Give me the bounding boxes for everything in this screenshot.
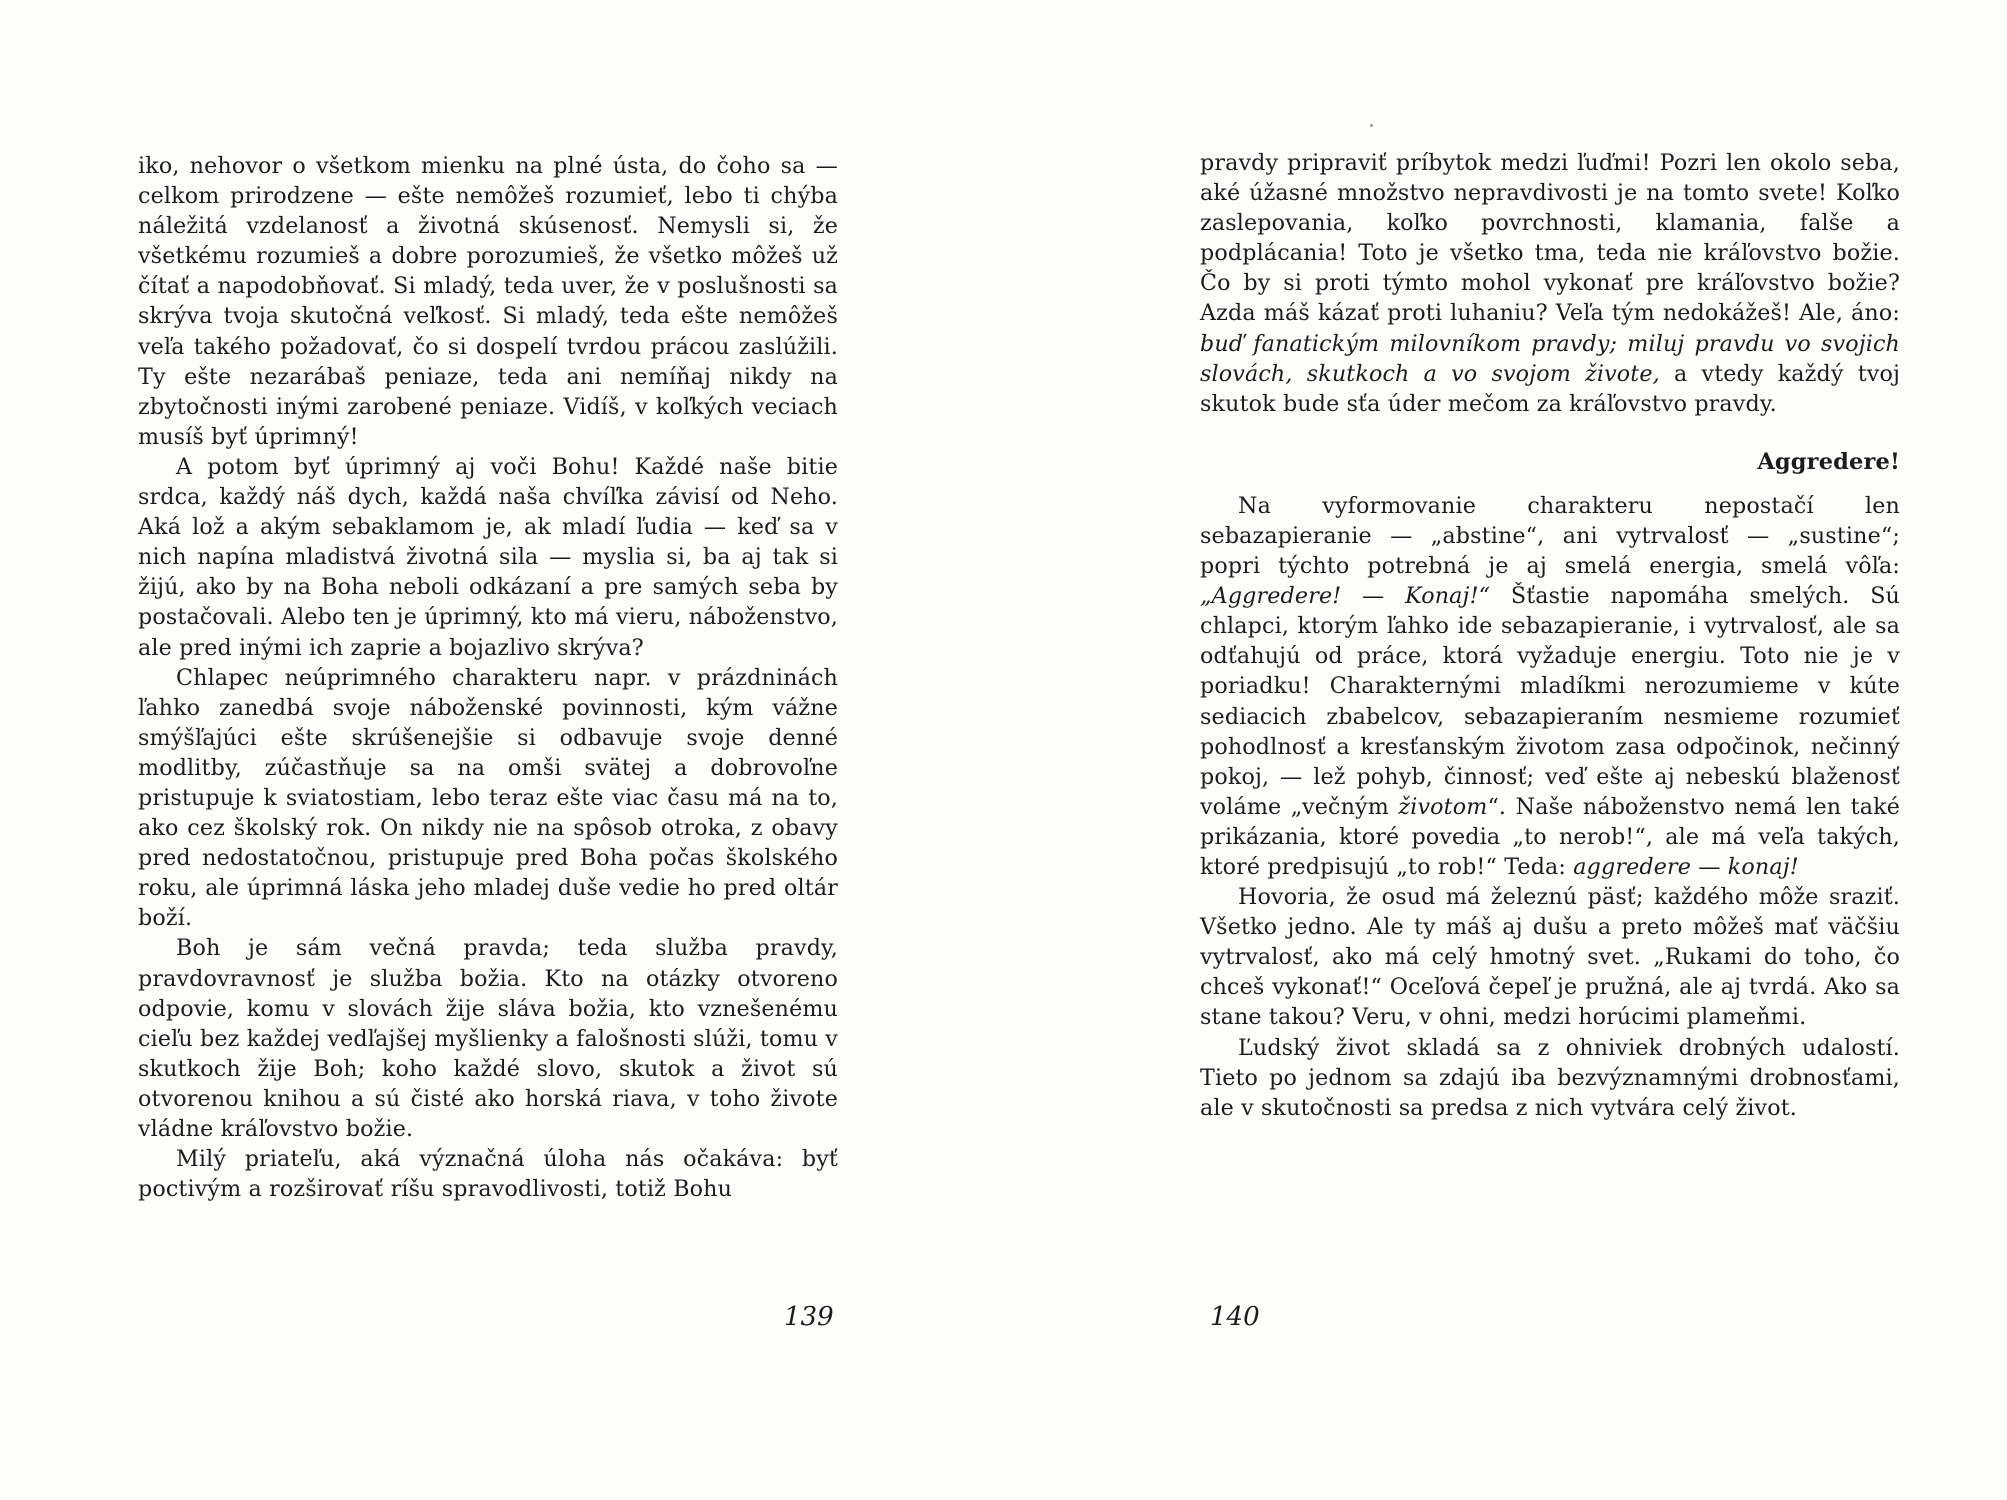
right-p2-text-a: Na vyformovanie charakteru nepostačí len sebazapieranie — „abstine“, ani vytrvalosť — „sustine“; popri týchto potrebná je aj smelá energia, smelá vôľa: (1200, 492, 1900, 580)
section-heading: Aggredere! (1757, 448, 1900, 475)
right-p2-italic-b: „Aggredere! — Konaj!“ (1200, 583, 1491, 610)
left-paragraph-4: Boh je sám večná pravda; teda služba pravdy, pravdovravnosť je služba božia. Kto na otázky otvoreno odpovie, komu v slovách žije sláva božia, kto vznešenému cieľu bez každej vedľajšej myšlienky a falošnosti slúži, tomu v skutkoch žije Boh; koho každé slovo, skutok a život sú otvorenou knihou a sú čisté ako horská riava, v toho živote vládne kráľovstvo božie. (138, 935, 838, 1142)
paper-speck (1370, 124, 1373, 127)
right-p2-italic-d: životom (1398, 793, 1488, 820)
right-p2-italic-f: aggredere — konaj! (1573, 853, 1799, 880)
left-text-column (138, 151, 838, 1204)
left-paragraph-5: Milý priateľu, aká význačná úloha nás očakáva: byť poctivým a rozširovať ríšu spravodlivosti, totiž Bohu (138, 1146, 838, 1203)
right-p1-text-a: pravdy pripraviť príbytok medzi ľuďmi! Pozri len okolo seba, aké úžasné množstvo nepravdivosti je na tomto svete! Koľko zaslepovania, koľko povrchnosti, klamania, falše a podplácania! Toto je všetko tma, teda nie kráľovstvo božie. Čo by si proti týmto mohol vykonať pre kráľovstvo božie? Azda máš kázať proti luhaniu? Veľa tým nedokážeš! Ale, áno: (1200, 150, 1900, 327)
right-p1-text-c: a vtedy každý tvoj skutok bude sťa úder mečom za kráľovstvo pravdy. (1200, 360, 1900, 417)
right-paragraph-4: Ľudský život skladá sa z ohniviek drobných udalostí. Tieto po jednom sa zdajú iba bezvýznamnými drobnosťami, ale v skutočnosti sa predsa z nich vytvára celý život. (1200, 1034, 1900, 1121)
left-page-number: 139 (784, 1302, 834, 1332)
right-paragraph-3: Hovoria, že osud má železnú päsť; každého môže sraziť. Všetko jedno. Ale ty máš aj dušu a preto môžeš mať väčšiu vytrvalosť, ako má celý hmotný svet. „Rukami do toho, čo chceš vykonať!“ Oceľová čepeľ je pružná, ale aj tvrdá. Ako sa stane takou? Veru, v ohni, medzi horúcimi plameňmi. (1200, 884, 1900, 1031)
right-paragraph-2 (1200, 491, 1900, 882)
right-paragraph-1 (1200, 148, 1900, 419)
right-p2-text-c: Šťastie napomáha smelých. Sú chlapci, ktorým ľahko ide sebazapieranie, i vytrvalosť, ale sa odťahujú od práce, ktorá vyžaduje energiu. Toto nie je v poriadku! Charakternými mladíkmi nerozumieme v kúte sediacich zbabelcov, sebazapieraním nesmieme rozumieť pohodlnosť a kresťanským životom zasa odpočinok, nečinný pokoj, — lež pohyb, činnosť; veď ešte aj nebeskú blaženosť voláme „večným (1200, 583, 1900, 820)
right-p2-text-e: “. Naše náboženstvo nemá len také prikázania, ktoré povedia „to nerob!“, ale má veľa takých, ktoré predpisujú „to rob!“ Teda: (1200, 793, 1900, 880)
left-paragraph-1: iko, nehovor o všetkom mienku na plné ústa, do čoho sa — celkom prirodzene — ešte nemôžeš rozumieť, lebo ti chýba náležitá vzdelanosť a životná skúsenosť. Nemysli si, že všetkému rozumieš a dobre porozumieš, že všetko môžeš už čítať a napodobňovať. Si mladý, teda uver, že v poslušnosti sa skrýva tvoja skutočná veľkosť. Si mladý, teda ešte nemôžeš veľa takého požadovať, čo si dospelí tvrdou prácou zaslúžili. Ty ešte nezarábaš peniaze, teda ani nemíňaj nikdy na zbytočnosti inými zarobené peniaze. Vidíš, v koľkých veciach musíš byť úprimný! (138, 153, 838, 450)
right-page-number: 140 (1210, 1302, 1260, 1332)
left-page (0, 0, 1003, 1500)
left-paragraph-2: A potom byť úprimný aj voči Bohu! Každé naše bitie srdca, každý náš dych, každá naša chvíľka závisí od Neho. Aká lož a akým sebaklamom je, ak mladí ľudia — keď sa v nich napína mladistvá životná sila — myslia si, ba aj tak si žijú, ako by na Boha neboli odkázaní a pre samých seba by postačovali. Alebo ten je úprimný, kto má vieru, náboženstvo, ale pred inými ich zaprie a bojazlivo skrýva? (138, 453, 838, 661)
right-p1-italic: buď fanatickým milovníkom pravdy; miluj pravdu vo svojich slovách, skutkoch a vo svojom živote, (1200, 330, 1900, 387)
left-paragraph-3: Chlapec neúprimného charakteru napr. v prázdninách ľahko zanedbá svoje náboženské povinnosti, kým vážne smýšľajúci ešte skrúšenejšie si odbavuje svoje denné modlitby, zúčastňuje sa na omši svätej a dobrovoľne pristupuje k sviatostiam, lebo teraz ešte viac času má na to, ako cez školský rok. On nikdy nie na spôsob otroka, z obavy pred nedostatočnou, pristupuje pred Boha počas školského roku, ale úprimná láska jeho mladej duše vedie ho pred oltár boží. (138, 664, 838, 932)
right-text-column (1200, 148, 1900, 1123)
right-page (1003, 0, 2007, 1500)
